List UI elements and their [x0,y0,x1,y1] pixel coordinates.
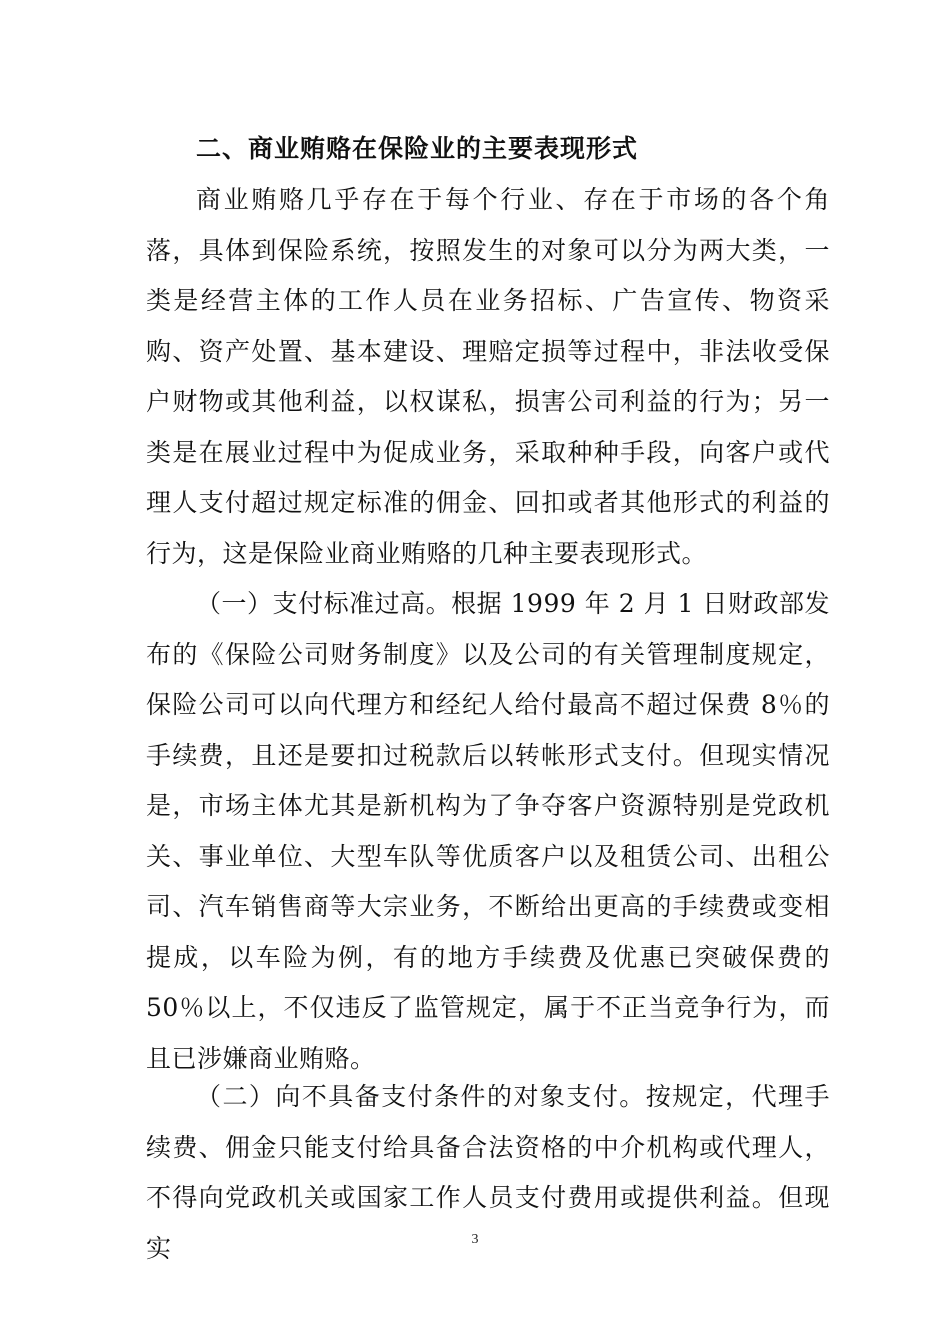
paragraph-1-container [146,175,830,579]
paragraph-1: 商业贿赂几乎存在于每个行业、存在于市场的各个角落，具体到保险系统，按照发生的对象可以分为两大类，一类是经营主体的工作人员在业务招标、广告宣传、物资采购、资产处置、基本建设、理赔定损等过程中，非法收受保户财物或其他利益，以权谋私，损害公司利益的行为；另一类是在展业过程中为促成业务，采取种种手段，向客户或代理人支付超过规定标准的佣金、回扣或者其他形式的利益的行为，这是保险业商业贿赂的几种主要表现形式。 [146,185,830,568]
paragraph-3: （二）向不具备支付条件的对象支付。按规定，代理手续费、佣金只能支付给具备合法资格的中介机构或代理人，不得向党政机关或国家工作人员支付费用或提供利益。但现实 [146,1082,830,1263]
page-number: 3 [471,1232,479,1247]
paragraph-2: （一）支付标准过高。根据 1999 年 2 月 1 日财政部发布的《保险公司财务制度》以及公司的有关管理制度规定，保险公司可以向代理方和经纪人给付最高不超过保费 8％的手续费，且还是要扣过税款后以转帐形式支付。但现实情况是，市场主体尤其是新机构为了争夺客户资源特别是党政机关、事业单位、大型车队等优质客户以及租赁公司、出租公司、汽车销售商等大宗业务，不断给出更高的手续费或变相提成，以车险为例，有的地方手续费及优惠已突破保费的 50％以上，不仅违反了监管规定，属于不正当竞争行为，而且已涉嫌商业贿赂。 [146,589,830,1073]
paragraph-2-container [146,579,830,1084]
section-heading: 二、商业贿赂在保险业的主要表现形式 [196,134,639,163]
